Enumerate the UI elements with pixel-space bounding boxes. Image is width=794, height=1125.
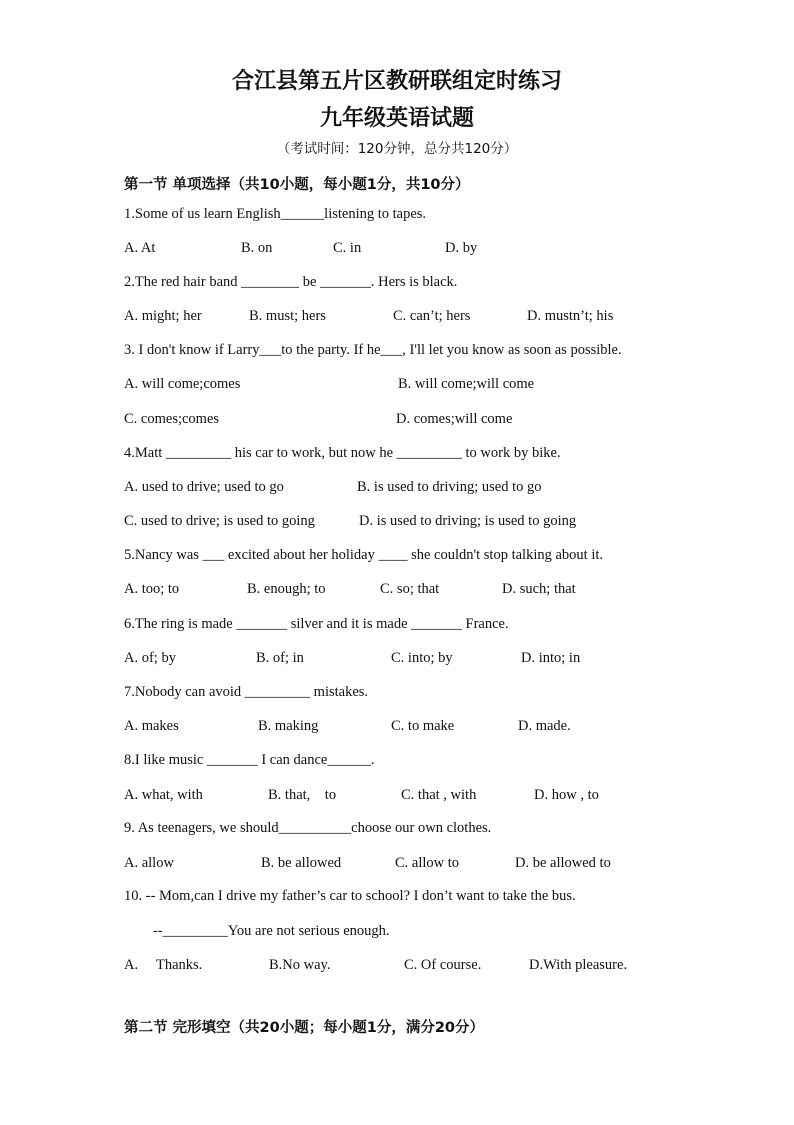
exam-time-note: （考试时间：120分钟，总分共120分）	[276, 141, 518, 157]
exam-title: 合江县第五片区教研联组定时练习	[231, 69, 562, 94]
question-10-reply: --_________You are not serious enough.	[153, 923, 390, 939]
question-2-stem: 2.The red hair band ________ be _______. Hers is black.	[124, 274, 458, 290]
exam-subject-title: 九年级英语试题	[319, 106, 474, 131]
question-10-stem: 10. -- Mom,can I drive my father’s car to school? I don’t want to take the bus.	[124, 888, 576, 904]
q4-option-b: B. is used to driving; used to go	[357, 479, 542, 495]
q8-option-d: D. how , to	[534, 787, 599, 803]
q8-option-b: B. that, to	[268, 787, 337, 803]
q9-option-b: B. be allowed	[261, 855, 342, 871]
q8-option-a: A. what, with	[124, 787, 203, 803]
q2-option-a: A. might; her	[124, 308, 202, 324]
q6-option-b: B. of; in	[256, 650, 304, 666]
section-1-heading: 第一节 单项选择（共10小题，每小题1分，共10分）	[124, 177, 470, 193]
q3-option-b: B. will come;will come	[398, 376, 535, 392]
q7-option-c: C. to make	[391, 718, 455, 734]
q1-option-c: C. in	[333, 240, 362, 256]
section-2-heading: 第二节 完形填空（共20小题；每小题1分，满分20分）	[124, 1020, 484, 1036]
q6-option-d: D. into; in	[521, 650, 581, 666]
q5-option-b: B. enough; to	[247, 581, 326, 597]
q9-option-d: D. be allowed to	[515, 855, 611, 871]
q2-option-c: C. can’t; hers	[393, 308, 471, 324]
q10-option-d: D.With pleasure.	[529, 957, 628, 973]
q7-option-a: A. makes	[124, 718, 179, 734]
q2-option-b: B. must; hers	[249, 308, 326, 324]
q9-option-c: C. allow to	[395, 855, 460, 871]
question-8-stem: 8.I like music _______ I can dance______.	[124, 752, 375, 768]
question-5-stem: 5.Nancy was ___ excited about her holiday ____ she couldn't stop talking about it.	[124, 547, 604, 563]
q2-option-d: D. mustn’t; his	[527, 308, 614, 324]
q10-option-b: B.No way.	[269, 957, 331, 973]
q4-option-d: D. is used to driving; is used to going	[359, 513, 577, 529]
q6-option-c: C. into; by	[391, 650, 453, 666]
q1-option-d: D. by	[445, 240, 478, 256]
q4-option-c: C. used to drive; is used to going	[124, 513, 315, 529]
q4-option-a: A. used to drive; used to go	[124, 479, 284, 495]
q3-option-d: D. comes;will come	[396, 411, 513, 427]
q1-option-a: A. At	[124, 240, 156, 256]
question-7-stem: 7.Nobody can avoid _________ mistakes.	[124, 684, 369, 700]
q10-option-a: A. Thanks.	[124, 957, 203, 973]
q6-option-a: A. of; by	[124, 650, 176, 666]
q5-option-d: D. such; that	[502, 581, 576, 597]
q5-option-a: A. too; to	[124, 581, 180, 597]
question-4-stem: 4.Matt _________ his car to work, but now he _________ to work by bike.	[124, 445, 561, 461]
q7-option-d: D. made.	[518, 718, 571, 734]
question-6-stem: 6.The ring is made _______ silver and it is made _______ France.	[124, 616, 509, 632]
q9-option-a: A. allow	[124, 855, 174, 871]
q3-option-c: C. comes;comes	[124, 411, 220, 427]
question-1-stem: 1.Some of us learn English______listening to tapes.	[124, 206, 427, 222]
q5-option-c: C. so; that	[380, 581, 440, 597]
question-3-stem: 3. I don't know if Larry___to the party. If he___, I'll let you know as soon as possible.	[124, 342, 622, 358]
q7-option-b: B. making	[258, 718, 319, 734]
q3-option-a: A. will come;comes	[124, 376, 241, 392]
q1-option-b: B. on	[241, 240, 273, 256]
q10-option-c: C. Of course.	[404, 957, 482, 973]
q8-option-c: C. that , with	[401, 787, 477, 803]
question-9-stem: 9. As teenagers, we should__________choose our own clothes.	[124, 820, 492, 836]
